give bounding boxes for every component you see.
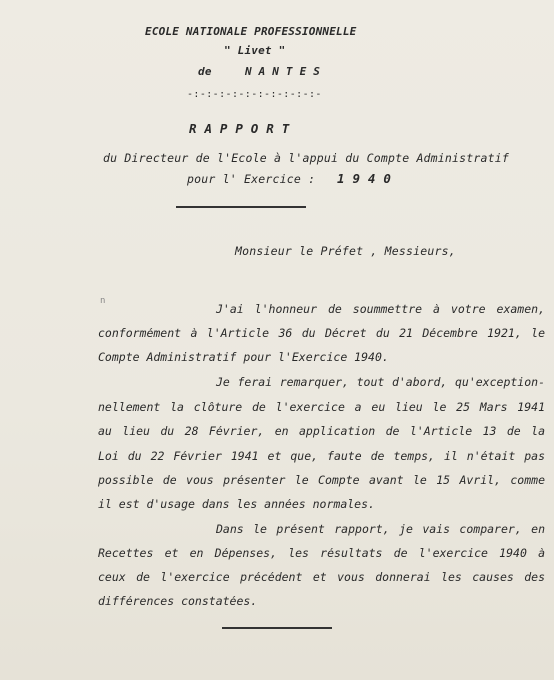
school-name: ECOLE NATIONALE PROFESSIONNELLE xyxy=(145,25,357,38)
title-line-2: pour l' Exercice : xyxy=(187,172,316,186)
paragraph-3-line-3: ceux de l'exercice précédent et vous donnerai les causes des xyxy=(98,572,545,584)
school-nickname: " Livet " xyxy=(224,44,286,57)
stray-mark: n xyxy=(100,296,106,306)
paragraph-1-line-3: Compte Administratif pour l'Exercice 1940. xyxy=(98,352,389,364)
title-line-1: du Directeur de l'Ecole à l'appui du Compte Administratif xyxy=(103,151,510,165)
paragraph-2-line-1: Je ferai remarquer, tout d'abord, qu'exception- xyxy=(216,377,545,389)
rapport-title: R A P P O R T xyxy=(189,121,290,136)
paragraph-1-line-1: J'ai l'honneur de soummettre à votre examen, xyxy=(216,304,545,316)
exercise-year: 1 9 4 0 xyxy=(337,171,392,186)
paragraph-2-line-5: possible de vous présenter le Compte avant le 15 Avril, comme xyxy=(98,475,545,487)
header-dash-divider: -:-:-:-:-:-:-:-:-:-:- xyxy=(187,89,322,100)
paragraph-3-line-1: Dans le présent rapport, je vais comparer, en xyxy=(216,524,545,536)
paragraph-2-line-6: il est d'usage dans les années normales. xyxy=(98,499,375,511)
paragraph-2-line-4: Loi du 22 Février 1941 et que, faute de temps, il n'était pas xyxy=(98,451,545,463)
salutation: Monsieur le Préfet , Messieurs, xyxy=(235,244,456,258)
paragraph-2-line-2: nellement la clôture de l'exercice a eu lieu le 25 Mars 1941 xyxy=(98,402,545,414)
city-name: N A N T E S xyxy=(245,65,321,78)
title-underline xyxy=(176,206,306,208)
paragraph-3-line-2: Recettes et en Dépenses, les résultats de l'exercice 1940 à xyxy=(98,548,545,560)
paragraph-2-line-3: au lieu du 28 Février, en application de l'Article 13 de la xyxy=(98,426,545,438)
paragraph-1-line-2: conformément à l'Article 36 du Décret du 21 Décembre 1921, le xyxy=(98,328,545,340)
paragraph-3-line-4: différences constatées. xyxy=(98,596,258,608)
de-label: de xyxy=(198,65,212,78)
closing-rule xyxy=(222,627,332,629)
